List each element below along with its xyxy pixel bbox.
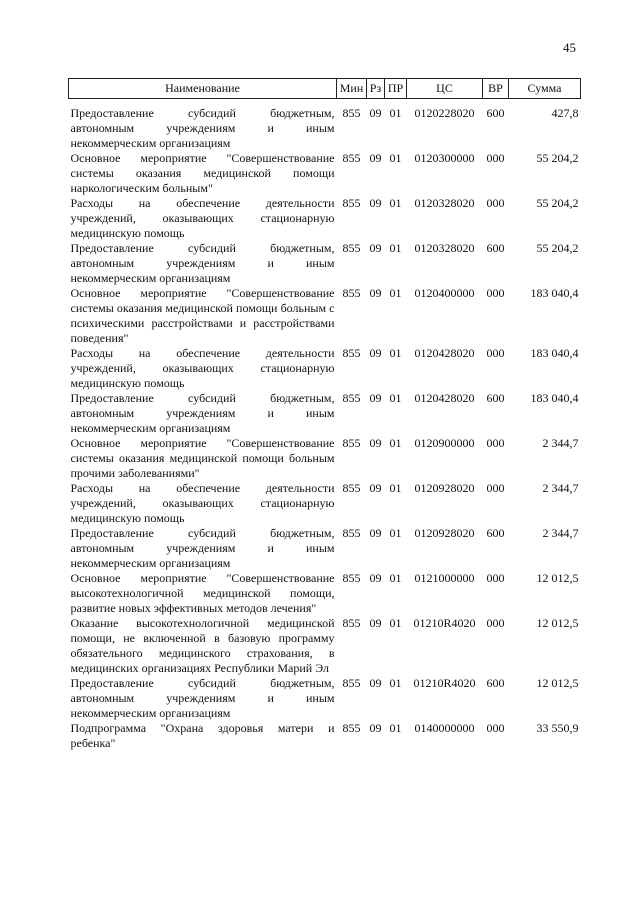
table-row bbox=[69, 241, 581, 286]
cell-pr: 01 bbox=[389, 571, 402, 585]
table-row bbox=[69, 151, 581, 196]
cell-pr: 01 bbox=[389, 346, 402, 360]
cell-pr: 01 bbox=[389, 676, 402, 690]
table-row bbox=[69, 196, 581, 241]
cell-cs: 0120328020 bbox=[414, 196, 475, 210]
cell-vr: 000 bbox=[486, 196, 505, 210]
header-pr: ПР bbox=[385, 79, 407, 99]
cell-rz: 09 bbox=[369, 616, 382, 630]
cell-vr: 000 bbox=[486, 151, 505, 165]
table-row bbox=[69, 481, 581, 526]
cell-name: Предоставление субсидий бюджетным, автономным учреждениям и иным некоммерческим организациям bbox=[70, 241, 335, 285]
cell-sum: 55 204,2 bbox=[536, 151, 579, 165]
cell-sum: 33 550,9 bbox=[536, 721, 579, 735]
cell-cs: 0120928020 bbox=[414, 481, 475, 495]
cell-min: 855 bbox=[342, 391, 361, 405]
cell-vr: 600 bbox=[486, 106, 505, 120]
table-row bbox=[69, 571, 581, 616]
cell-min: 855 bbox=[342, 196, 361, 210]
cell-vr: 000 bbox=[486, 571, 505, 585]
cell-rz: 09 bbox=[369, 526, 382, 540]
cell-pr: 01 bbox=[389, 106, 402, 120]
cell-pr: 01 bbox=[389, 481, 402, 495]
header-min: Мин bbox=[337, 79, 367, 99]
cell-pr: 01 bbox=[389, 391, 402, 405]
cell-cs: 0120928020 bbox=[414, 526, 475, 540]
cell-vr: 600 bbox=[486, 241, 505, 255]
table-row bbox=[69, 721, 581, 751]
cell-min: 855 bbox=[342, 676, 361, 690]
cell-min: 855 bbox=[342, 721, 361, 735]
cell-rz: 09 bbox=[369, 286, 382, 300]
cell-cs: 0120428020 bbox=[414, 391, 475, 405]
cell-min: 855 bbox=[342, 151, 361, 165]
budget-table bbox=[68, 78, 581, 751]
cell-min: 855 bbox=[342, 481, 361, 495]
cell-name: Основное мероприятие "Совершенствование системы оказания медицинской помощи наркологическим больным" bbox=[70, 151, 335, 195]
cell-rz: 09 bbox=[369, 106, 382, 120]
table-row bbox=[69, 99, 581, 152]
cell-name: Основное мероприятие "Совершенствование высокотехнологичной медицинской помощи, развитие новых эффективных методов лечения" bbox=[70, 571, 335, 615]
cell-cs: 0120900000 bbox=[414, 436, 475, 450]
table-row bbox=[69, 526, 581, 571]
header-sum: Сумма bbox=[509, 79, 581, 99]
cell-min: 855 bbox=[342, 346, 361, 360]
cell-vr: 600 bbox=[486, 526, 505, 540]
header-cs: ЦС bbox=[407, 79, 483, 99]
cell-cs: 0120428020 bbox=[414, 346, 475, 360]
cell-name: Предоставление субсидий бюджетным, автономным учреждениям и иным некоммерческим организациям bbox=[70, 106, 335, 150]
cell-rz: 09 bbox=[369, 676, 382, 690]
cell-sum: 2 344,7 bbox=[542, 436, 579, 450]
cell-name: Основное мероприятие "Совершенствование системы оказания медицинской помощи больным прочими заболеваниями" bbox=[70, 436, 335, 480]
cell-sum: 183 040,4 bbox=[530, 391, 579, 405]
cell-name: Расходы на обеспечение деятельности учреждений, оказывающих стационарную медицинскую помощь bbox=[70, 481, 335, 525]
cell-rz: 09 bbox=[369, 391, 382, 405]
cell-sum: 12 012,5 bbox=[536, 571, 579, 585]
cell-vr: 000 bbox=[486, 346, 505, 360]
cell-sum: 183 040,4 bbox=[530, 286, 579, 300]
cell-sum: 183 040,4 bbox=[530, 346, 579, 360]
cell-vr: 000 bbox=[486, 481, 505, 495]
table-row bbox=[69, 616, 581, 676]
cell-rz: 09 bbox=[369, 721, 382, 735]
header-vr: ВР bbox=[483, 79, 509, 99]
cell-name: Расходы на обеспечение деятельности учреждений, оказывающих стационарную медицинскую помощь bbox=[70, 196, 335, 240]
cell-rz: 09 bbox=[369, 196, 382, 210]
cell-vr: 600 bbox=[486, 676, 505, 690]
cell-cs: 0120300000 bbox=[414, 151, 475, 165]
cell-sum: 55 204,2 bbox=[536, 241, 579, 255]
cell-sum: 55 204,2 bbox=[536, 196, 579, 210]
table-header bbox=[69, 79, 581, 99]
cell-cs: 01210R4020 bbox=[413, 616, 476, 630]
table-row bbox=[69, 286, 581, 346]
table-row bbox=[69, 676, 581, 721]
cell-pr: 01 bbox=[389, 286, 402, 300]
cell-sum: 427,8 bbox=[551, 106, 579, 120]
cell-rz: 09 bbox=[369, 436, 382, 450]
cell-vr: 600 bbox=[486, 391, 505, 405]
cell-pr: 01 bbox=[389, 151, 402, 165]
cell-cs: 0121000000 bbox=[414, 571, 475, 585]
cell-pr: 01 bbox=[389, 721, 402, 735]
cell-min: 855 bbox=[342, 106, 361, 120]
cell-pr: 01 bbox=[389, 526, 402, 540]
table-row bbox=[69, 346, 581, 391]
cell-name: Расходы на обеспечение деятельности учреждений, оказывающих стационарную медицинскую помощь bbox=[70, 346, 335, 390]
cell-vr: 000 bbox=[486, 616, 505, 630]
cell-min: 855 bbox=[342, 436, 361, 450]
table-row bbox=[69, 436, 581, 481]
cell-rz: 09 bbox=[369, 151, 382, 165]
cell-min: 855 bbox=[342, 571, 361, 585]
cell-sum: 12 012,5 bbox=[536, 676, 579, 690]
table-row bbox=[69, 391, 581, 436]
cell-min: 855 bbox=[342, 526, 361, 540]
cell-rz: 09 bbox=[369, 571, 382, 585]
cell-cs: 0120228020 bbox=[414, 106, 475, 120]
cell-name: Подпрограмма "Охрана здоровья матери и ребенка" bbox=[70, 721, 335, 750]
cell-cs: 0140000000 bbox=[414, 721, 475, 735]
cell-pr: 01 bbox=[389, 241, 402, 255]
header-name: Наименование bbox=[69, 79, 337, 99]
cell-pr: 01 bbox=[389, 616, 402, 630]
cell-pr: 01 bbox=[389, 196, 402, 210]
cell-pr: 01 bbox=[389, 436, 402, 450]
cell-vr: 000 bbox=[486, 721, 505, 735]
cell-cs: 0120400000 bbox=[414, 286, 475, 300]
cell-rz: 09 bbox=[369, 241, 382, 255]
cell-cs: 0120328020 bbox=[414, 241, 475, 255]
cell-name: Основное мероприятие "Совершенствование системы оказания медицинской помощи больным с психическими расстройствами и расстройствами поведения" bbox=[70, 286, 335, 345]
cell-sum: 2 344,7 bbox=[542, 481, 579, 495]
cell-name: Предоставление субсидий бюджетным, автономным учреждениям и иным некоммерческим организациям bbox=[70, 391, 335, 435]
cell-min: 855 bbox=[342, 286, 361, 300]
page-number: 45 bbox=[563, 40, 576, 55]
cell-name: Оказание высокотехнологичной медицинской помощи, не включенной в базовую программу обязательного медицинского страхования, в медицинских организациях Республики Марий Эл bbox=[70, 616, 335, 675]
cell-sum: 12 012,5 bbox=[536, 616, 579, 630]
cell-vr: 000 bbox=[486, 436, 505, 450]
cell-vr: 000 bbox=[486, 286, 505, 300]
cell-name: Предоставление субсидий бюджетным, автономным учреждениям и иным некоммерческим организациям bbox=[70, 676, 335, 720]
cell-rz: 09 bbox=[369, 481, 382, 495]
cell-min: 855 bbox=[342, 616, 361, 630]
cell-rz: 09 bbox=[369, 346, 382, 360]
header-rz: Рз bbox=[367, 79, 385, 99]
cell-sum: 2 344,7 bbox=[542, 526, 579, 540]
cell-min: 855 bbox=[342, 241, 361, 255]
cell-cs: 01210R4020 bbox=[413, 676, 476, 690]
cell-name: Предоставление субсидий бюджетным, автономным учреждениям и иным некоммерческим организациям bbox=[70, 526, 335, 570]
table-body bbox=[69, 99, 581, 752]
